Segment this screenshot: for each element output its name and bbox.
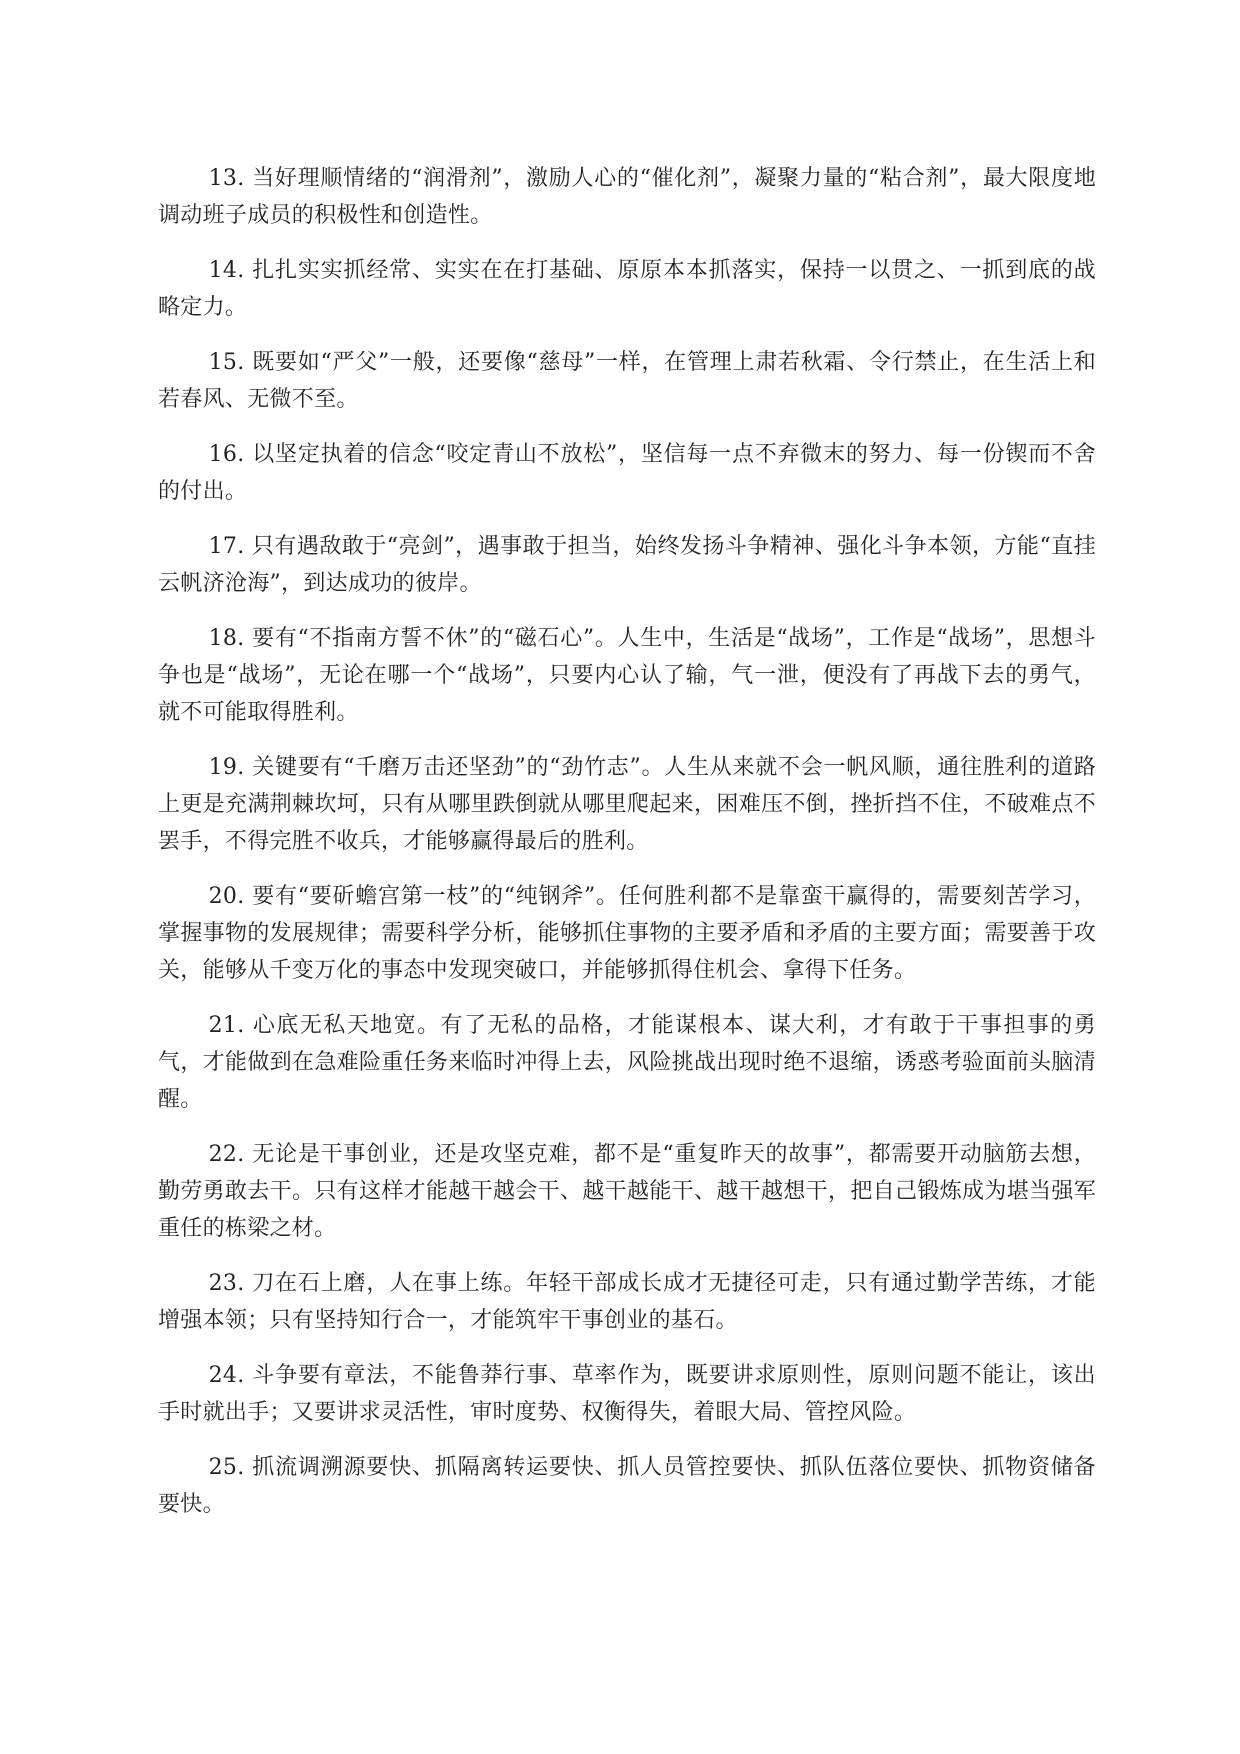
paragraph-24: 24. 斗争要有章法，不能鲁莽行事、草率作为，既要讲求原则性，原则问题不能让，该出手时就出手；又要讲求灵活性，审时度势、权衡得失，着眼大局、管控风险。 <box>158 1363 1096 1425</box>
paragraph-22: 22. 无论是干事创业，还是攻坚克难，都不是“重复昨天的故事”，都需要开动脑筋去想，勤劳勇敢去干。只有这样才能越干越会干、越干越能干、越干越想干，把自己锻炼成为堪当强军重任的栋梁之材。 <box>158 1142 1096 1241</box>
paragraph-14: 14. 扎扎实实抓经常、实实在在打基础、原原本本抓落实，保持一以贯之、一抓到底的战略定力。 <box>158 258 1096 320</box>
paragraph-23: 23. 刀在石上磨，人在事上练。年轻干部成长成才无捷径可走，只有通过勤学苦练，才能增强本领；只有坚持知行合一，才能筑牢干事创业的基石。 <box>158 1271 1096 1333</box>
paragraph-17: 17. 只有遇敌敢于“亮剑”，遇事敢于担当，始终发扬斗争精神、强化斗争本领，方能“直挂云帆济沧海”，到达成功的彼岸。 <box>158 534 1096 596</box>
paragraph-16: 16. 以坚定执着的信念“咬定青山不放松”，坚信每一点不弃微末的努力、每一份锲而不舍的付出。 <box>158 442 1096 504</box>
paragraph-15: 15. 既要如“严父”一般，还要像“慈母”一样，在管理上肃若秋霜、令行禁止，在生活上和若春风、无微不至。 <box>158 350 1096 412</box>
paragraph-19: 19. 关键要有“千磨万击还坚劲”的“劲竹志”。人生从来就不会一帆风顺，通往胜利的道路上更是充满荆棘坎坷，只有从哪里跌倒就从哪里爬起来，困难压不倒，挫折挡不住，不破难点不罢手，不得完胜不收兵，才能够赢得最后的胜利。 <box>158 755 1096 854</box>
paragraph-13: 13. 当好理顺情绪的“润滑剂”，激励人心的“催化剂”，凝聚力量的“粘合剂”，最大限度地调动班子成员的积极性和创造性。 <box>158 166 1096 228</box>
document-body <box>158 160 1096 1541</box>
paragraph-21: 21. 心底无私天地宽。有了无私的品格，才能谋根本、谋大利，才有敢于干事担事的勇气，才能做到在急难险重任务来临时冲得上去，风险挑战出现时绝不退缩，诱惑考验面前头脑清醒。 <box>158 1013 1096 1112</box>
paragraph-18: 18. 要有“不指南方誓不休”的“磁石心”。人生中，生活是“战场”，工作是“战场”，思想斗争也是“战场”，无论在哪一个“战场”，只要内心认了输，气一泄，便没有了再战下去的勇气，就不可能取得胜利。 <box>158 626 1096 725</box>
paragraph-20: 20. 要有“要斫蟾宫第一枝”的“纯钢斧”。任何胜利都不是靠蛮干赢得的，需要刻苦学习，掌握事物的发展规律；需要科学分析，能够抓住事物的主要矛盾和矛盾的主要方面；需要善于攻关，能够从千变万化的事态中发现突破口，并能够抓得住机会、拿得下任务。 <box>158 884 1096 983</box>
paragraph-25: 25. 抓流调溯源要快、抓隔离转运要快、抓人员管控要快、抓队伍落位要快、抓物资储备要快。 <box>158 1455 1096 1517</box>
